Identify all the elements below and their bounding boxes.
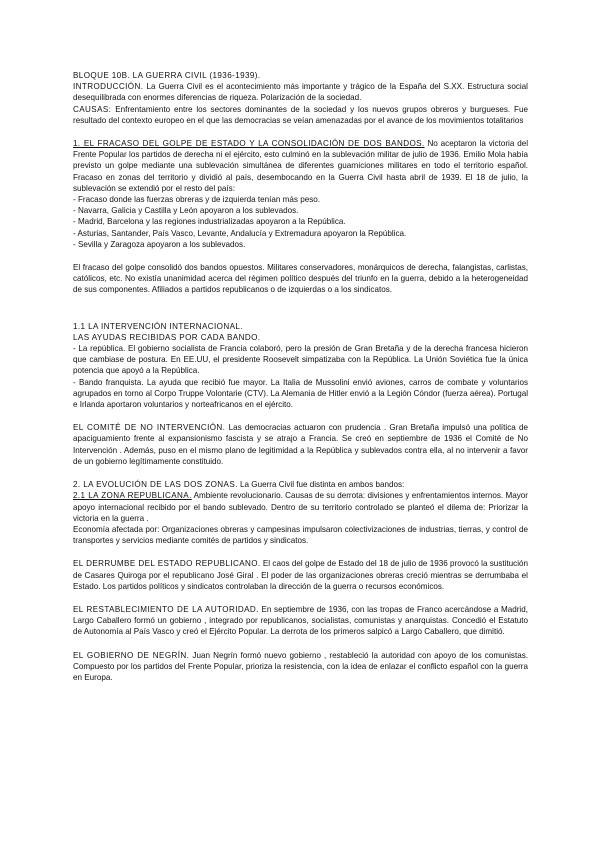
causas-paragraph	[73, 104, 528, 126]
restablecimiento-label: EL RESTABLECIMIENTO DE LA AUTORIDAD.	[73, 604, 259, 614]
comite-text: Las democracias actuaron con prudencia . Gran Bretaña impulsó una política de apaciguamiento frente al expansionismo fascista y se atrajo a Francia. Se creó en septiembre de 1936 el Comité de No Intervención . Además, puso en el mismo plano de legitimidad a la República y sublevados contra ella, al no intervenir a favor de un gobierno legítimamente constituido.	[73, 423, 528, 466]
section1-paragraph	[73, 138, 528, 194]
negrin-paragraph	[73, 650, 528, 684]
section1-1-heading: 1.1 LA INTERVENCIÓN INTERNACIONAL.	[73, 321, 243, 331]
spacer	[73, 592, 528, 604]
bullet-item: - Asturias, Santander, País Vasco, Levante, Andalucía y Extremadura apoyaron la República.	[73, 228, 407, 238]
spacer	[73, 410, 528, 422]
negrin-label: EL GOBIERNO DE NEGRÍN.	[73, 650, 190, 660]
spacer	[73, 638, 528, 650]
spacer	[73, 546, 528, 558]
restablecimiento-paragraph	[73, 604, 528, 638]
comite-paragraph	[73, 422, 528, 467]
bullet-item: - Navarra, Galicia y Castilla y León apoyaron a los sublevados.	[73, 206, 299, 216]
section1-heading: 1. EL FRACASO DEL GOLPE DE ESTADO Y LA CONSOLIDACIÓN DE DOS BANDOS.	[73, 139, 425, 149]
franquista-paragraph: - Bando franquista. La ayuda que recibió fue mayor. La Italia de Mussolini envió aviones, carros de combate y voluntarios agrupados en torno al Corpo Truppe Volontarie (CTV). La Alemania de Hitler envió a la Legión Cóndor (fuerza aérea). Portugal e Irlanda aportaron voluntarios y norteafricanos en el ejército.	[73, 377, 528, 410]
document-page	[73, 70, 528, 683]
bullet-item: - Madrid, Barcelona y las regiones industrializadas apoyaron a la República.	[73, 217, 346, 227]
derrumbe-text: El caos del golpe de Estado del 18 de julio de 1936 provocó la sustitución de Casares Quiroga por el republicano José Giral . El poder de las organizaciones obreras creció mientras se derrumbaba el Estado. Los partidos políticos y sindicatos controlaban la dirección de la guerra o recursos económicos.	[73, 559, 529, 591]
section1-1-subheading: LAS AYUDAS RECIBIDAS POR CADA BANDO.	[73, 332, 261, 342]
derrumbe-paragraph	[73, 558, 528, 592]
bullet-item: - Sevilla y Zaragoza apoyaron a los sublevados.	[73, 239, 246, 249]
intro-text: La Guerra Civil es el acontecimiento más importante y trágico de la España del S.XX. Estructura social desequilibrada con enormes diferencias de riqueza. Polarización de la sociedad.	[73, 82, 528, 103]
restablecimiento-text: En septiembre de 1936, con las tropas de Franco acercándose a Madrid, Largo Caballero formó un gobierno , integrado por republicanos, socialistas, comunistas y anarquistas. Concedió el Estatuto de Autonomía al País Vasco y creó el Ejército Popular. La derrota de los primeros salpicó a Largo Caballero, que dimitió.	[73, 604, 528, 637]
spacer	[73, 250, 528, 262]
negrin-text: Juan Negrín formó nuevo gobierno , restableció la autoridad con apoyo de los comunistas. Compuesto por los partidos del Frente Popular, prioriza la resistencia, con la idea de enlazar el conflicto español con la guerra en Europa.	[73, 650, 528, 682]
derrumbe-label: EL DERRUMBE DEL ESTADO REPUBLICANO.	[73, 559, 261, 569]
intro-label: INTRODUCCIÓN.	[73, 82, 144, 92]
section2-heading: 2. LA EVOLUCIÓN DE LAS DOS ZONAS. La Guerra Civil fue distinta en ambos bandos:	[73, 480, 405, 490]
intro-paragraph	[73, 81, 528, 103]
comite-label: EL COMITÉ DE NO INTERVENCIÓN.	[73, 423, 226, 433]
zona-republicana-paragraph	[73, 490, 528, 524]
spacer	[73, 296, 528, 310]
section1-closing: El fracaso del golpe consolidó dos bandos opuestos. Militares conservadores, monárquicos de derecha, falangistas, carlistas, católicos, etc. No existía unanimidad acerca del régimen político después del triunfo en la guerra, debido a la heterogeneidad de sus componentes. Afiliados a partidos republicanos o de izquierdas o a los sindicatos.	[73, 263, 528, 295]
republica-paragraph: - La república. El gobierno socialista de Francia colaboró, pero la presión de Gran Bretaña y de la derecha francesa hicieron que cambiase de postura. En EE.UU, el presidente Roosevelt simpatizaba con la República. La Unión Soviética fue la única potencia que apoyó a la República.	[73, 344, 528, 376]
zona-text: Ambiente revolucionario. Causas de su derrota: divisiones y enfrentamientos internos. Mayor apoyo internacional recibido por el bando sublevado. Dentro de su territorio controlado se planteó el dilema de: Priorizar la victoria en la guerra .	[73, 491, 528, 523]
causas-text: Enfrentamiento entre los sectores dominantes de la sociedad y los nuevos grupos obreros y burgueses. Fue resultado del contexto europeo en el que las democracias se veían amenazadas por el avance de los movimientos totalitarios	[73, 104, 528, 125]
spacer	[73, 467, 528, 479]
spacer	[73, 126, 528, 138]
causas-label: CAUSAS:	[73, 104, 112, 114]
economia-paragraph: Economía afectada por: Organizaciones obreras y campesinas impulsaron colectivizaciones de industrias, tierras, y control de transportes y servicios mediante comités de partidos y sindicatos.	[73, 524, 528, 546]
document-title: BLOQUE 10B. LA GUERRA CIVIL (1936-1939).	[73, 71, 261, 80]
section1-text: No aceptaron la victoria del Frente Popular los partidos de derecha ni el ejército, esto culminó en la sublevación militar de julio de 1936. Emilio Mola había previsto un golpe mediante una sublevación simultánea de diferentes guarniciones militares en todo el territorio español. Fracaso en zonas del territorio y dividió al país, desembocando en la Guerra Civil hasta abril de 1939. El 18 de julio, la sublevación se extendió por el resto del país:	[73, 139, 528, 193]
spacer	[73, 310, 528, 321]
bullet-item: - Fracaso donde las fuerzas obreras y de izquierda tenían más peso.	[73, 195, 320, 205]
zona-label: 2.1 LA ZONA REPUBLICANA.	[73, 491, 192, 501]
